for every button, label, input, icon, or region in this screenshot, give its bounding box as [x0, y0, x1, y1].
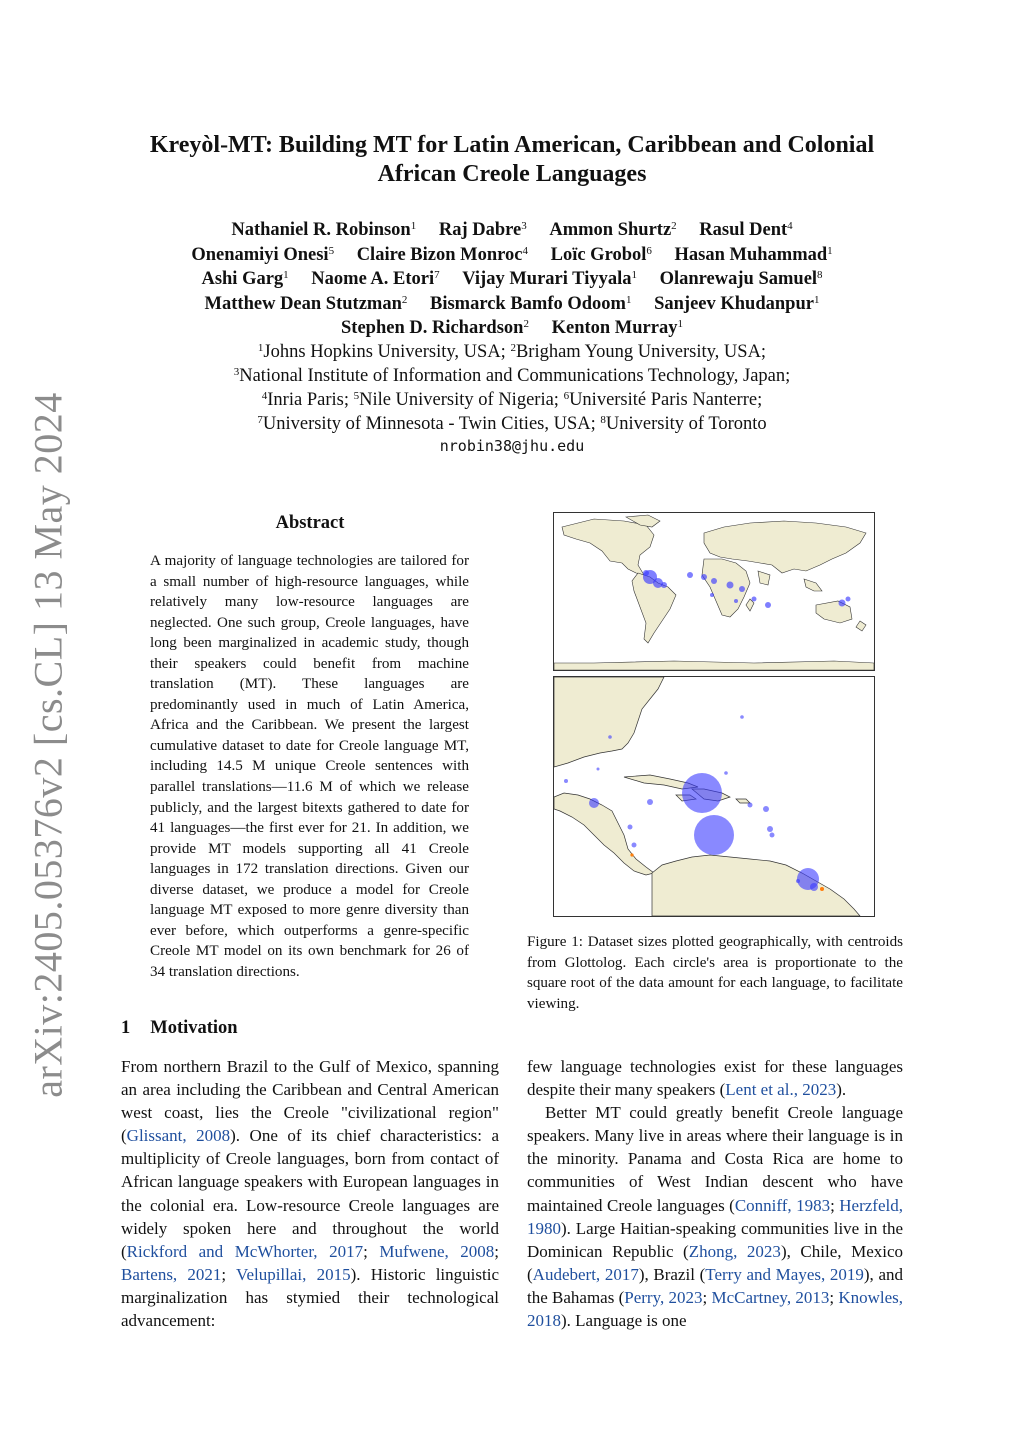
author: Rasul Dent$^4$ — [699, 220, 793, 240]
title-line-1: Kreyòl-MT: Building MT for Latin American, Caribbean and Colonial — [149, 132, 875, 158]
figure-1-caption: Figure 1: Dataset sizes plotted geographically, with centroids from Glottolog. Each circle's area is proportionate to the square root of the data amount for each language, to facilitate viewing. — [527, 934, 903, 1012]
author: Onenamiyi Onesi$^5$ — [191, 244, 335, 265]
affiliation-line-2: $^3$National Institute of Information and Communications Technology, Japan; — [233, 366, 791, 386]
contact-email[interactable]: nrobin38@jhu.edu — [439, 437, 585, 455]
author: Ashi Garg$^1$ — [201, 269, 289, 289]
author: Sanjeev Khudanpur$^1$ — [654, 293, 820, 314]
author: Matthew Dean Stutzman$^2$ — [204, 293, 408, 314]
author-row-5 — [120, 316, 904, 341]
section-title: Motivation — [150, 1018, 238, 1038]
citation-link[interactable]: Mufwene, 2008 — [379, 1241, 495, 1261]
abstract-text: A majority of language technologies are tailored for a small number of high-resource languages, while relatively many low-resource languages are neglected. One such group, Creole languages, have long been marginalized in academic study, though their speakers could benefit from machine translation (MT). These languages are predominantly used in much of Latin America, Africa and the Caribbean. We present the largest cumulative dataset to date for Creole language MT, including 14.5 M unique Creole sentences with parallel translations—11.6 M of which we release publicly, and the largest bitexts gathered to date for 41 languages—the first ever for 21. In addition, we provide MT models supporting all 41 Creole languages in 172 translation directions. Given our diverse dataset, we produce a model for Creole language MT exposed to more genre diversity than ever before, which outperforms a genre-specific Creole MT model on its own benchmark for 26 of 34 translation directions. — [150, 553, 469, 980]
section-heading — [121, 1018, 238, 1039]
arxiv-id-text: arXiv:2405.05376v2 [cs.CL] 13 May 2024 — [25, 392, 71, 1098]
citation-link[interactable]: Lent et al., 2023 — [725, 1080, 837, 1100]
citation-link[interactable]: Conniff, 1983 — [734, 1195, 831, 1215]
author-list — [120, 218, 904, 341]
author: Olanrewaju Samuel$^8$ — [659, 269, 823, 289]
citation-link[interactable]: Glissant, 2008 — [126, 1126, 231, 1146]
figure-1-maps — [553, 512, 875, 917]
citation-link[interactable]: Rickford and McWhorter, 2017 — [126, 1241, 364, 1261]
citation-link[interactable]: Knowles, 2018 — [527, 1287, 904, 1331]
author: Naome A. Etori$^7$ — [311, 269, 440, 289]
title-line-2: African Creole Languages — [377, 161, 647, 187]
arxiv-identifier-stamp — [0, 0, 71, 1098]
paragraph: From northern Brazil to the Gulf of Mexico, spanning an area including the Caribbean and Central American west coast, lies the Creole "civilizational region" (Glissant, 2008). One of its chief characteristics: a multiplicity of Creole languages, born from contact of African language speakers with European languages in the colonial era. Low-resource Creole languages are widely spoken here and throughout the world (Rickford and McWhorter, 2017; Mufwene, 2008; Bartens, 2021; Velupillai, 2015). Historic linguistic marginalization has stymied their technological advancement: — [121, 1057, 499, 1331]
author: Hasan Muhammad$^1$ — [674, 244, 833, 265]
affiliation-line-1: $^1$Johns Hopkins University, USA; $^2$Brigham Young University, USA; — [257, 342, 767, 362]
citation-link[interactable]: McCartney, 2013 — [711, 1287, 830, 1307]
affiliations — [120, 340, 904, 436]
affiliation-line-3: $^4$Inria Paris; $^5$Nile University of Nigeria; $^6$Université Paris Nanterre; — [261, 390, 763, 410]
citation-link[interactable]: Audebert, 2017 — [532, 1264, 639, 1284]
author: Nathaniel R. Robinson$^1$ — [231, 220, 417, 240]
author-row-3 — [120, 267, 904, 292]
author-row-1 — [120, 218, 904, 243]
citation-link[interactable]: Bartens, 2021 — [121, 1264, 222, 1284]
author: Stephen D. Richardson$^2$ — [341, 318, 529, 338]
author: Ammon Shurtz$^2$ — [549, 220, 677, 240]
citation-link[interactable]: Herzfeld, 1980 — [527, 1195, 903, 1238]
section-number: 1 — [121, 1018, 131, 1038]
citation-link[interactable]: Perry, 2023 — [624, 1287, 703, 1307]
paragraph: few language technologies exist for these languages despite their many speakers (Lent et al., 2023). — [527, 1057, 903, 1100]
affiliation-line-4: $^7$University of Minnesota - Twin Cities, USA; $^8$University of Toronto — [257, 414, 767, 434]
author-row-2 — [120, 243, 904, 268]
citation-link[interactable]: Terry and Mayes, 2019 — [705, 1264, 864, 1284]
author: Kenton Murray$^1$ — [551, 318, 683, 338]
paper-title — [120, 131, 904, 189]
author: Loïc Grobol$^6$ — [550, 244, 652, 265]
author: Claire Bizon Monroc$^4$ — [356, 244, 528, 265]
citation-link[interactable]: Velupillai, 2015 — [236, 1264, 351, 1284]
citation-link[interactable]: Zhong, 2023 — [688, 1241, 781, 1261]
author: Bismarck Bamfo Odoom$^1$ — [429, 293, 632, 314]
body-left-column — [121, 1055, 499, 1332]
world-map — [553, 512, 875, 671]
body-right-column — [527, 1055, 903, 1332]
author: Raj Dabre$^3$ — [438, 220, 527, 240]
author-row-4 — [120, 292, 904, 317]
caribbean-map — [553, 676, 875, 917]
abstract-heading: Abstract — [275, 513, 345, 533]
author: Vijay Murari Tiyyala$^1$ — [462, 269, 637, 289]
paragraph: Better MT could greatly benefit Creole language speakers. Many live in areas where their language is in the minority. Panama and Costa Rica are home to communities of West Indian descent who have maintained Creole languages (Conniff, 1983; Herzfeld, 1980). Large Haitian-speaking communities live in the Dominican Republic (Zhong, 2023), Chile, Mexico (Audebert, 2017), Brazil (Terry and Mayes, 2019), and the Bahamas (Perry, 2023; McCartney, 2013; Knowles, 2018). Language is one — [527, 1103, 904, 1331]
